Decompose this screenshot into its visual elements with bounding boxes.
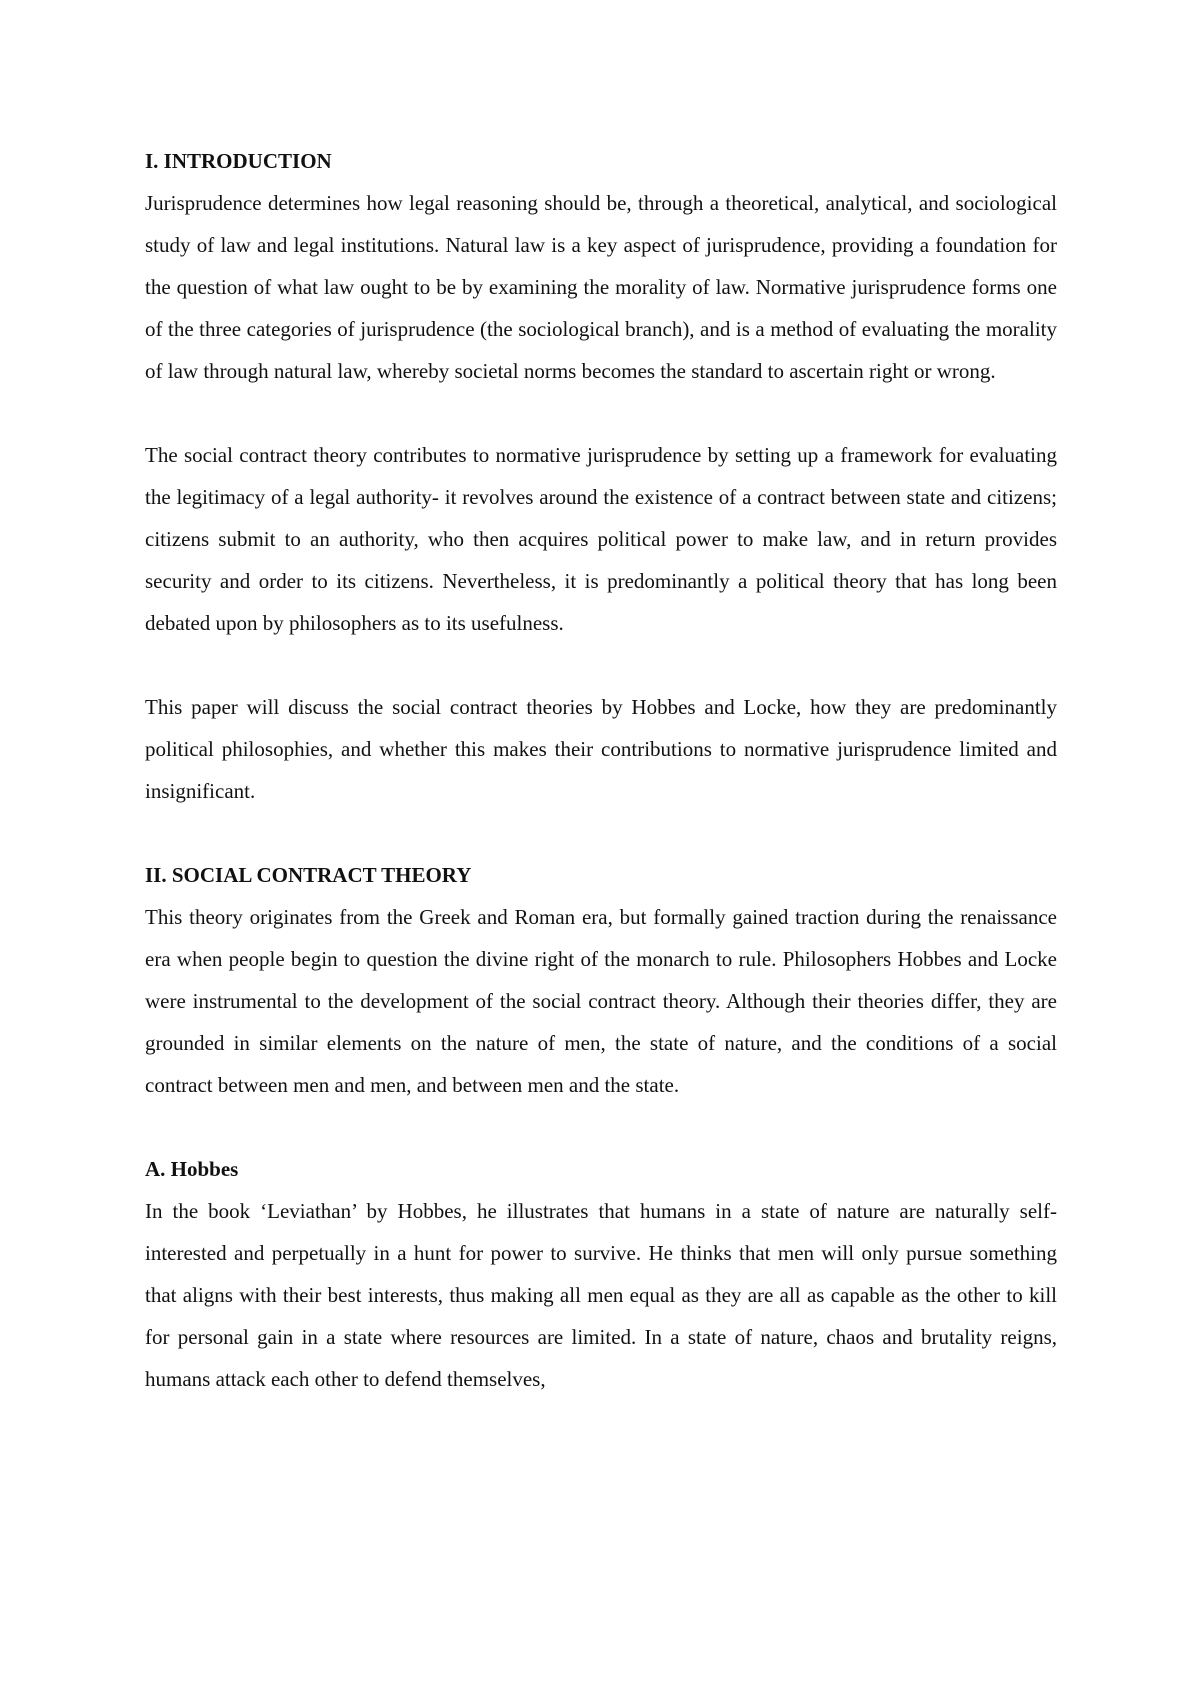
document-body bbox=[145, 140, 1057, 1400]
intro-paragraph-1: Jurisprudence determines how legal reasoning should be, through a theoretical, analytical, and sociological study of law and legal institutions. Natural law is a key aspect of jurisprudence, providing a foundation for the question of what law ought to be by examining the morality of law. Normative jurisprudence forms one of the three categories of jurisprudence (the sociological branch), and is a method of evaluating the morality of law through natural law, whereby societal norms becomes the standard to ascertain right or wrong. bbox=[145, 191, 1057, 383]
hobbes-paragraph: In the book ‘Leviathan’ by Hobbes, he illustrates that humans in a state of nature are naturally self-interested and perpetually in a hunt for power to survive. He thinks that men will only pursue something that aligns with their best interests, thus making all men equal as they are all as capable as the other to kill for personal gain in a state where resources are limited. In a state of nature, chaos and brutality reigns, humans attack each other to defend themselves, bbox=[145, 1199, 1057, 1391]
paragraph-spacer bbox=[145, 644, 1057, 686]
paragraph-spacer bbox=[145, 812, 1057, 854]
paragraph-spacer bbox=[145, 1106, 1057, 1148]
paragraph-spacer bbox=[145, 392, 1057, 434]
subsection-heading-hobbes: A. Hobbes bbox=[145, 1157, 239, 1181]
intro-paragraph-2: The social contract theory contributes to normative jurisprudence by setting up a framework for evaluating the legitimacy of a legal authority- it revolves around the existence of a contract between state and citizens; citizens submit to an authority, who then acquires political power to make law, and in return provides security and order to its citizens. Nevertheless, it is predominantly a political theory that has long been debated upon by philosophers as to its usefulness. bbox=[145, 443, 1057, 635]
intro-paragraph-3: This paper will discuss the social contract theories by Hobbes and Locke, how they are predominantly political philosophies, and whether this makes their contributions to normative jurisprudence limited and insignificant. bbox=[145, 695, 1057, 803]
section-heading-introduction: I. INTRODUCTION bbox=[145, 149, 332, 173]
section-heading-social-contract: II. SOCIAL CONTRACT THEORY bbox=[145, 863, 472, 887]
social-contract-paragraph: This theory originates from the Greek and Roman era, but formally gained traction during the renaissance era when people begin to question the divine right of the monarch to rule. Philosophers Hobbes and Locke were instrumental to the development of the social contract theory. Although their theories differ, they are grounded in similar elements on the nature of men, the state of nature, and the conditions of a social contract between men and men, and between men and the state. bbox=[145, 905, 1057, 1097]
